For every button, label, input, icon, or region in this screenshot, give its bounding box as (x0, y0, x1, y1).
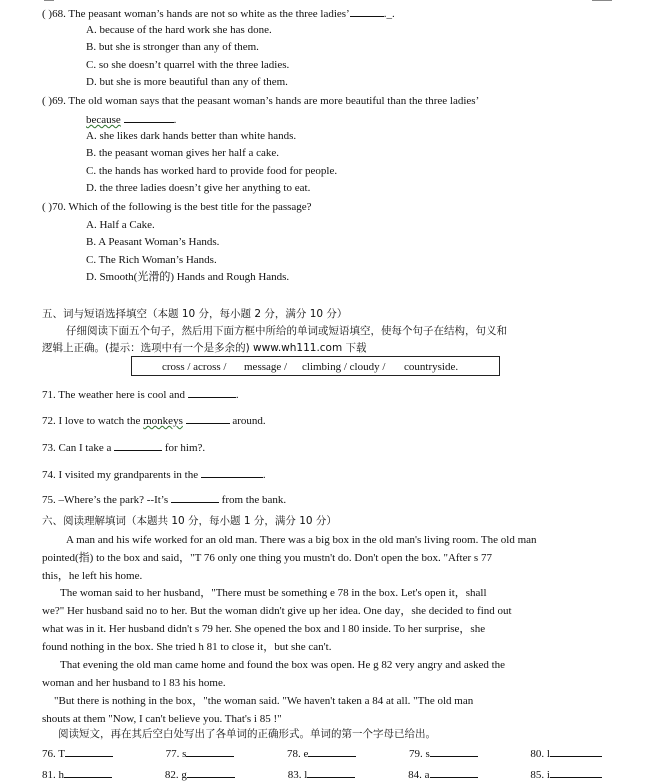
q68-number: ( )68. (42, 8, 66, 20)
answer-79: 79. s (409, 745, 478, 761)
passage-paragraph-1: A man and his wife worked for an old man. There was a big box in the old man's living room. The old man pointed(指) to the box and said，"T 76 only one thing you mustn't do. Don't open the box. "After s 77 this，he left his home. (42, 534, 537, 582)
item-73: 73. Can I take a for him?. (42, 439, 205, 455)
word-option: cross / across / (162, 361, 227, 373)
q70-option-c: C. The Rich Woman’s Hands. (86, 254, 217, 266)
answer-78: 78. e (287, 745, 356, 761)
word-option: climbing / cloudy / (302, 361, 386, 373)
q68-option-d: D. but she is more beautiful than any of them. (86, 76, 288, 88)
answer-blank (188, 386, 236, 398)
top-rule-right (592, 0, 612, 1)
q68-option-c: C. so she doesn’t quarrel with the three ladies. (86, 59, 290, 71)
answer-row-76-80 (42, 745, 602, 761)
top-rule-left (44, 0, 54, 1)
answer-blank (124, 111, 174, 123)
q69-option-a: A. she likes dark hands better than white hands. (86, 130, 297, 142)
q68-stem: ( )68. The peasant woman’s hands are not so white as the three ladies’ ._. (42, 5, 395, 21)
q70-option-b: B. A Peasant Woman’s Hands. (86, 236, 220, 248)
answer-row-81-85 (42, 766, 602, 782)
q70-stem: ( )70. Which of the following is the best title for the passage? (42, 201, 312, 213)
word-option: countryside. (404, 361, 459, 373)
item-72: 72. I love to watch the monkeys around. (42, 412, 266, 428)
answer-blank (186, 412, 230, 424)
answer-77: 77. s (166, 745, 235, 761)
section5-instruction-line2: 逻辑上正确。(提示：选项中有一个是多余的) www.wh111.com 下载 (42, 342, 367, 354)
q69-option-d: D. the three ladies doesn’t give her anything to eat. (86, 182, 311, 194)
answer-81: 81. h (42, 766, 112, 782)
item-71: 71. The weather here is cool and . (42, 386, 239, 402)
answer-blank (201, 466, 263, 478)
section6-instruction: 阅读短文，再在其后空白处写出了各单词的正确形式。单词的第一个字母已给出。 (58, 728, 436, 740)
q70-option-d: D. Smooth(光滑的) Hands and Rough Hands. (86, 271, 290, 283)
q68-option-b: B. but she is stronger than any of them. (86, 41, 259, 53)
answer-83: 83. l (288, 766, 356, 782)
item-74: 74. I visited my grandparents in the . (42, 466, 266, 482)
answer-blank (350, 5, 384, 17)
answer-85: 85. i (530, 766, 602, 782)
q69-option-b: B. the peasant woman gives her half a cake. (86, 147, 280, 159)
q69-stem: ( )69. The old woman says that the peasant woman’s hands are more beautiful than the three ladies’ (42, 95, 480, 107)
q69-option-c: C. the hands has worked hard to provide food for people. (86, 165, 338, 177)
q69-stem-line2: because . (86, 111, 176, 127)
answer-82: 82. g (165, 766, 235, 782)
section6-heading: 六、阅读理解填词（本题共 10 分，每小题 1 分，满分 10 分） (42, 515, 337, 527)
section5-instruction-line1: 仔细阅读下面五个句子，然后用下面方框中所给的单词或短语填空，使每个句子在结构，句义和 (66, 325, 507, 337)
passage-paragraph-3: That evening the old man came home and found the box was open. He g 82 very angry and asked the woman and her husband to l 83 his home. (42, 659, 506, 689)
word-choice-box (131, 356, 500, 376)
q69-number: ( )69. (42, 95, 66, 107)
answer-76: 76. T (42, 745, 113, 761)
passage-paragraph-2: The woman said to her husband，"There must be something e 78 in the box. Let's open it，shall we?" Her husband said no to her. But the woman didn't give up her idea. One day，she decided to find out what was in it. Her husband didn't s 79 her. She opened the box and l 80 inside. To her surprise，she found nothing in the box. She tried h 81 to close it，but she can't. (42, 587, 512, 653)
q70-number: ( )70. (42, 201, 66, 213)
passage-paragraph-4: "But there is nothing in the box，"the woman said. "We haven't taken a 84 at all. "The old man shouts at them "Now, I can't believe you. That's i 85 !" (42, 695, 474, 725)
q70-option-a: A. Half a Cake. (86, 219, 155, 231)
section5-heading: 五、词与短语选择填空（本题 10 分，每小题 2 分，满分 10 分） (42, 308, 348, 320)
answer-84: 84. a (408, 766, 477, 782)
answer-blank (114, 439, 162, 451)
word-option: message / (244, 361, 288, 373)
answer-blank (171, 491, 219, 503)
q68-option-a: A. because of the hard work she has done. (86, 24, 272, 36)
item-75: 75. –Where’s the park? --It’s from the bank. (42, 491, 286, 507)
answer-80: 80. l (530, 745, 602, 761)
